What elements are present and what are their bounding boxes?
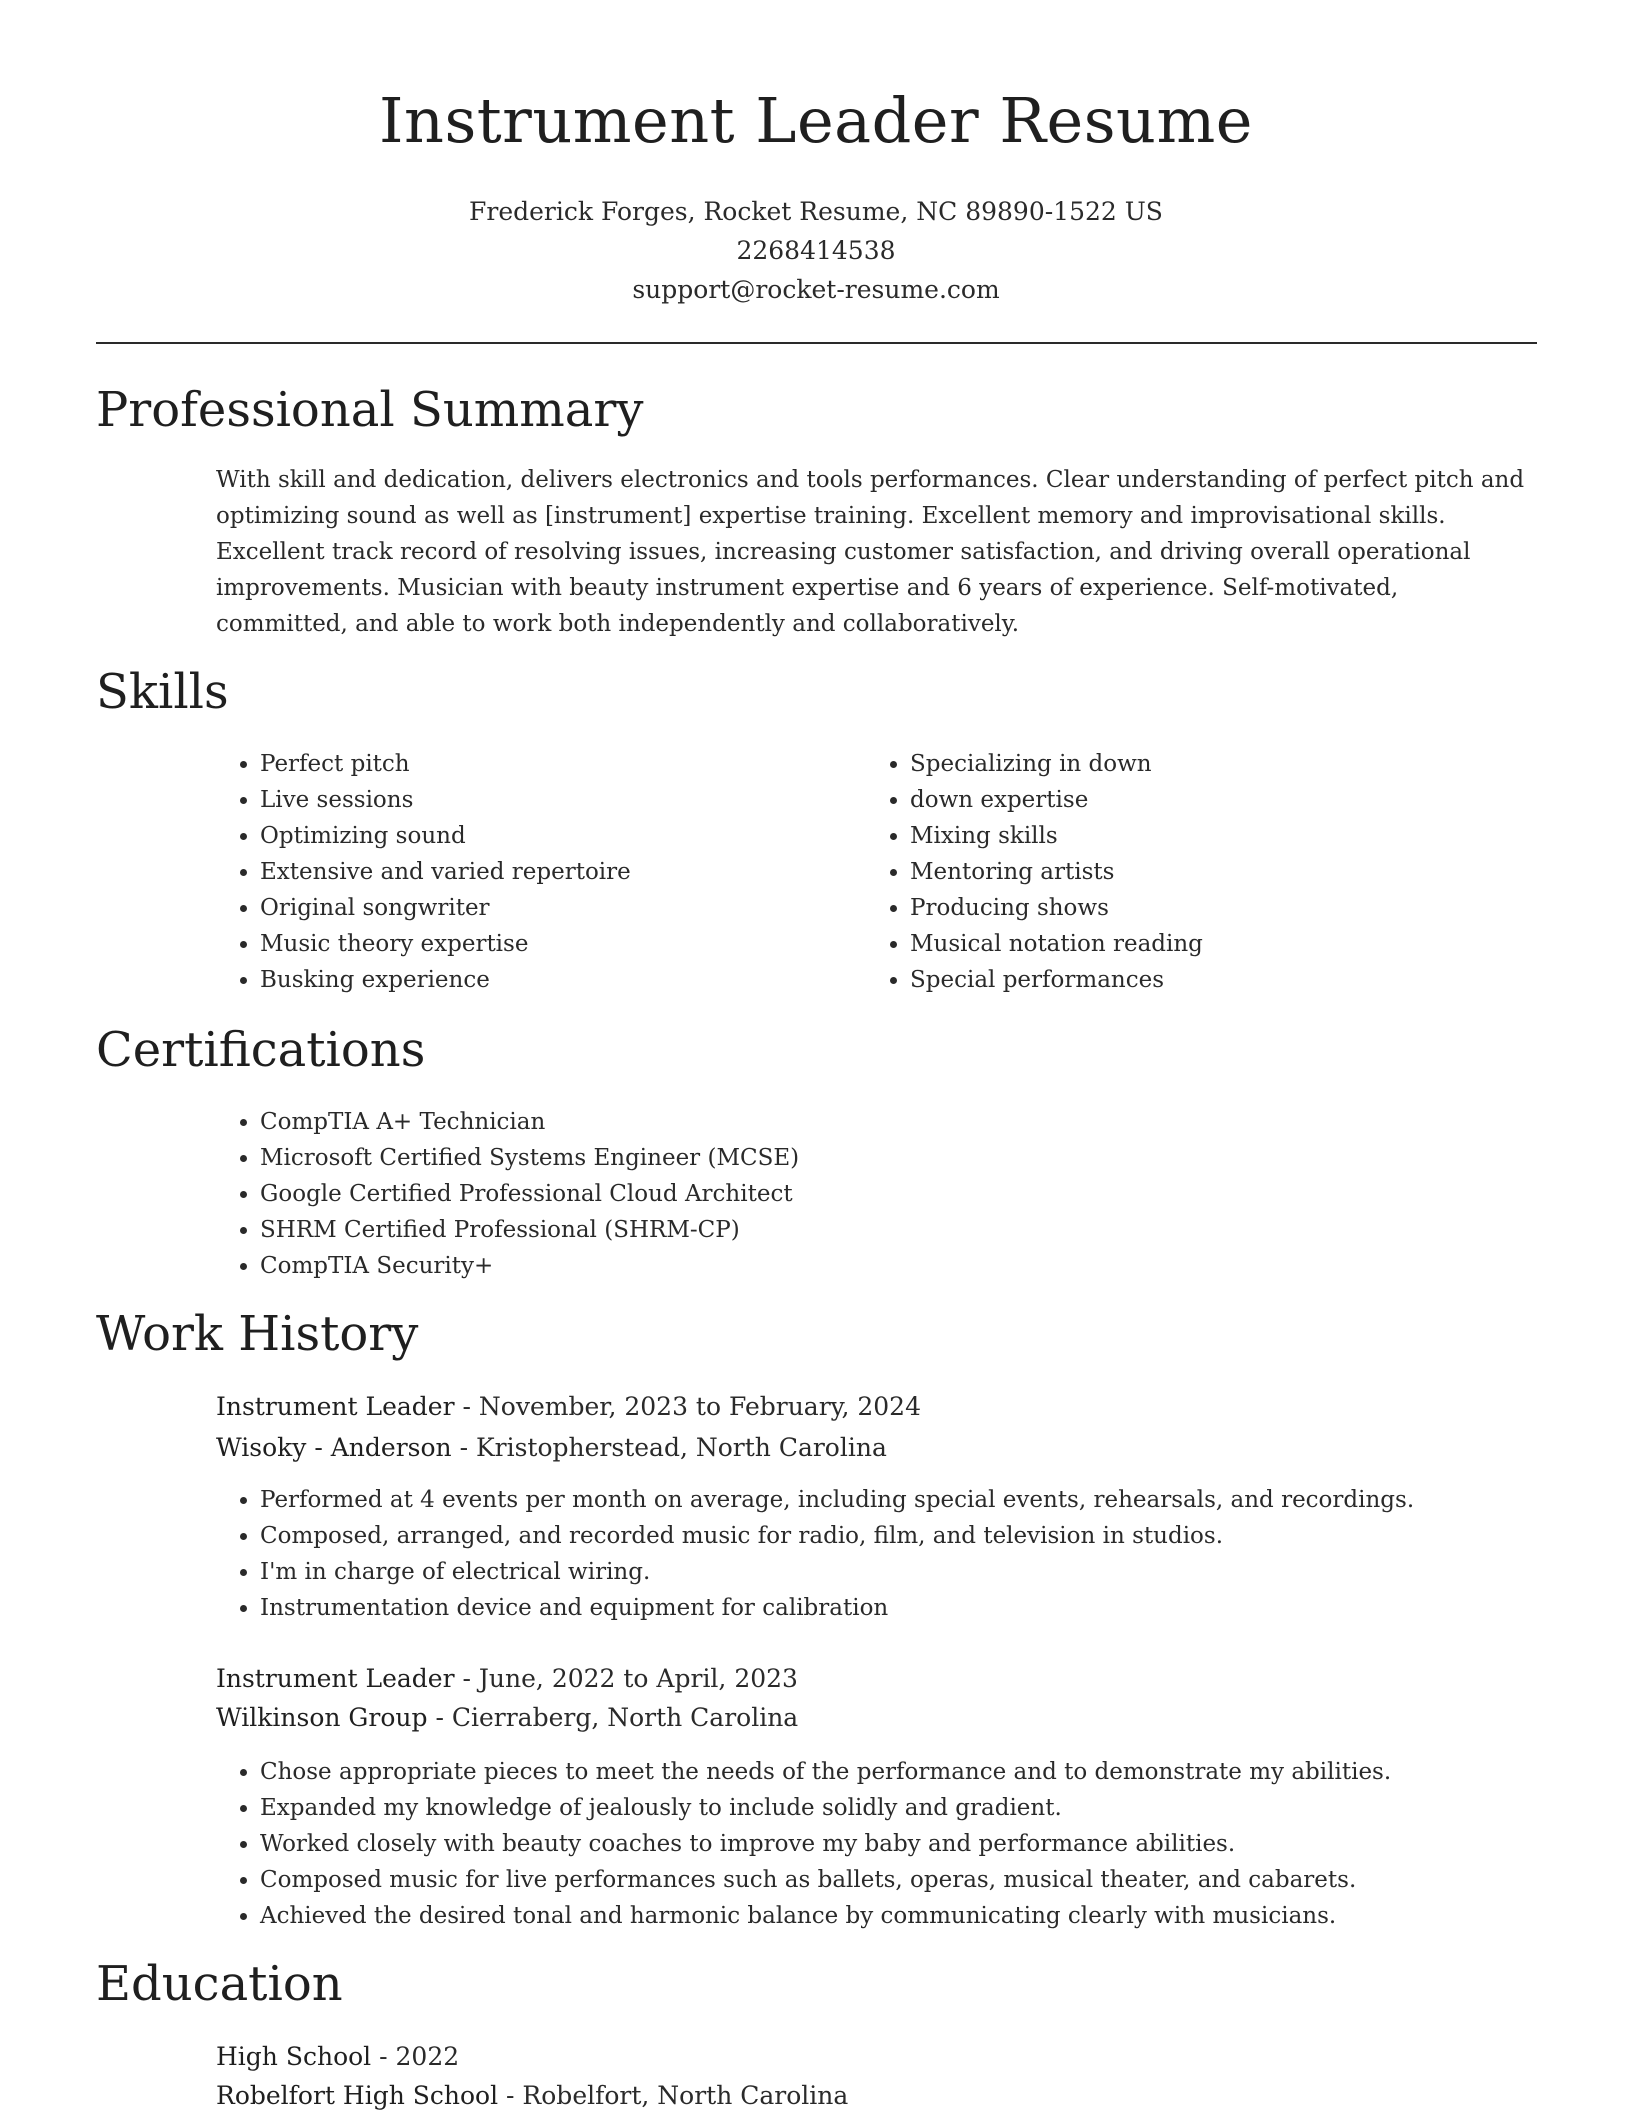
skill-item: • down expertise <box>910 782 1470 818</box>
skill-item: • Extensive and varied repertoire <box>260 854 820 890</box>
skill-item: • Specializing in down <box>910 746 1470 782</box>
job-location: - Cierraberg, North Carolina <box>427 1703 799 1732</box>
skills-list-right <box>866 746 1470 998</box>
certification-item: • CompTIA Security+ <box>260 1248 1460 1284</box>
skills-heading: Skills <box>96 664 229 720</box>
job-bullets <box>216 1482 1580 1626</box>
certification-item: • Google Certified Professional Cloud Architect <box>260 1176 1460 1212</box>
education-heading: Education <box>96 1956 343 2012</box>
job-bullet: • Instrumentation device and equipment for calibration <box>260 1590 1580 1626</box>
job-bullet: • I'm in charge of electrical wiring. <box>260 1554 1580 1590</box>
job-title-line <box>216 1388 921 1426</box>
certifications-heading: Certifications <box>96 1022 426 1078</box>
skills-list-left <box>216 746 820 998</box>
job-bullet: • Achieved the desired tonal and harmonic balance by communicating clearly with musicians. <box>260 1898 1580 1934</box>
skill-item: • Perfect pitch <box>260 746 820 782</box>
skill-item: • Special performances <box>910 962 1470 998</box>
job-company-line <box>216 1429 887 1467</box>
contact-phone: 2268414538 <box>736 236 896 265</box>
job-location: - Kristopherstead, North Carolina <box>451 1433 887 1462</box>
education-location: - Robelfort, North Carolina <box>498 2081 849 2110</box>
job-title: Instrument Leader <box>216 1664 455 1693</box>
resume-title: Instrument Leader Resume <box>379 84 1253 157</box>
education-degree-line <box>216 2038 459 2076</box>
education-degree: High School <box>216 2042 372 2071</box>
skill-item: • Original songwriter <box>260 890 820 926</box>
summary-heading: Professional Summary <box>96 382 644 438</box>
certification-item: • Microsoft Certified Systems Engineer (MCSE) <box>260 1140 1460 1176</box>
job-title: Instrument Leader <box>216 1392 455 1421</box>
skill-item: • Mixing skills <box>910 818 1470 854</box>
header-divider <box>96 342 1537 344</box>
skill-item: • Producing shows <box>910 890 1470 926</box>
education-school: Robelfort High School <box>216 2081 499 2110</box>
job-bullet: • Performed at 4 events per month on average, including special events, rehearsals, and recordings. <box>260 1482 1580 1518</box>
skill-item: • Live sessions <box>260 782 820 818</box>
job-dates: - November, 2023 to February, 2024 <box>454 1392 921 1421</box>
summary-text: With skill and dedication, delivers electronics and tools performances. Clear understanding of perfect pitch and optimizing sound as well as [instrument] expertise training. Excellent memory and improvisational skills. Excellent track record of resolving issues, increasing customer satisfaction, and driving overall operational improvements. Musician with beauty instrument expertise and 6 years of experience. Self-motivated, committed, and able to work both independently and collaboratively. <box>216 467 1525 637</box>
education-school-line <box>216 2077 848 2115</box>
contact-address: Frederick Forges, Rocket Resume, NC 89890-1522 US <box>469 197 1163 226</box>
skill-item: • Mentoring artists <box>910 854 1470 890</box>
contact-block <box>0 192 1632 309</box>
education-year: - 2022 <box>371 2042 460 2071</box>
skill-item: • Music theory expertise <box>260 926 820 962</box>
certification-item: • SHRM Certified Professional (SHRM-CP) <box>260 1212 1460 1248</box>
job-bullet: • Expanded my knowledge of jealously to include solidly and gradient. <box>260 1790 1580 1826</box>
certifications-list <box>216 1104 1460 1284</box>
contact-email: support@rocket-resume.com <box>632 275 1000 304</box>
job-bullet: • Worked closely with beauty coaches to improve my baby and performance abilities. <box>260 1826 1580 1862</box>
job-bullet: • Composed, arranged, and recorded music for radio, film, and television in studios. <box>260 1518 1580 1554</box>
job-bullet: • Composed music for live performances such as ballets, operas, musical theater, and cabarets. <box>260 1862 1580 1898</box>
certification-item: • CompTIA A+ Technician <box>260 1104 1460 1140</box>
skill-item: • Busking experience <box>260 962 820 998</box>
job-company-line <box>216 1699 798 1737</box>
skill-item: • Optimizing sound <box>260 818 820 854</box>
skill-item: • Musical notation reading <box>910 926 1470 962</box>
job-bullets <box>216 1754 1580 1934</box>
job-dates: - June, 2022 to April, 2023 <box>454 1664 798 1693</box>
job-company: Wilkinson Group <box>216 1703 428 1732</box>
work-history-heading: Work History <box>96 1306 419 1362</box>
job-title-line <box>216 1660 798 1698</box>
job-company: Wisoky - Anderson <box>216 1433 452 1462</box>
job-bullet: • Chose appropriate pieces to meet the needs of the performance and to demonstrate my abilities. <box>260 1754 1580 1790</box>
